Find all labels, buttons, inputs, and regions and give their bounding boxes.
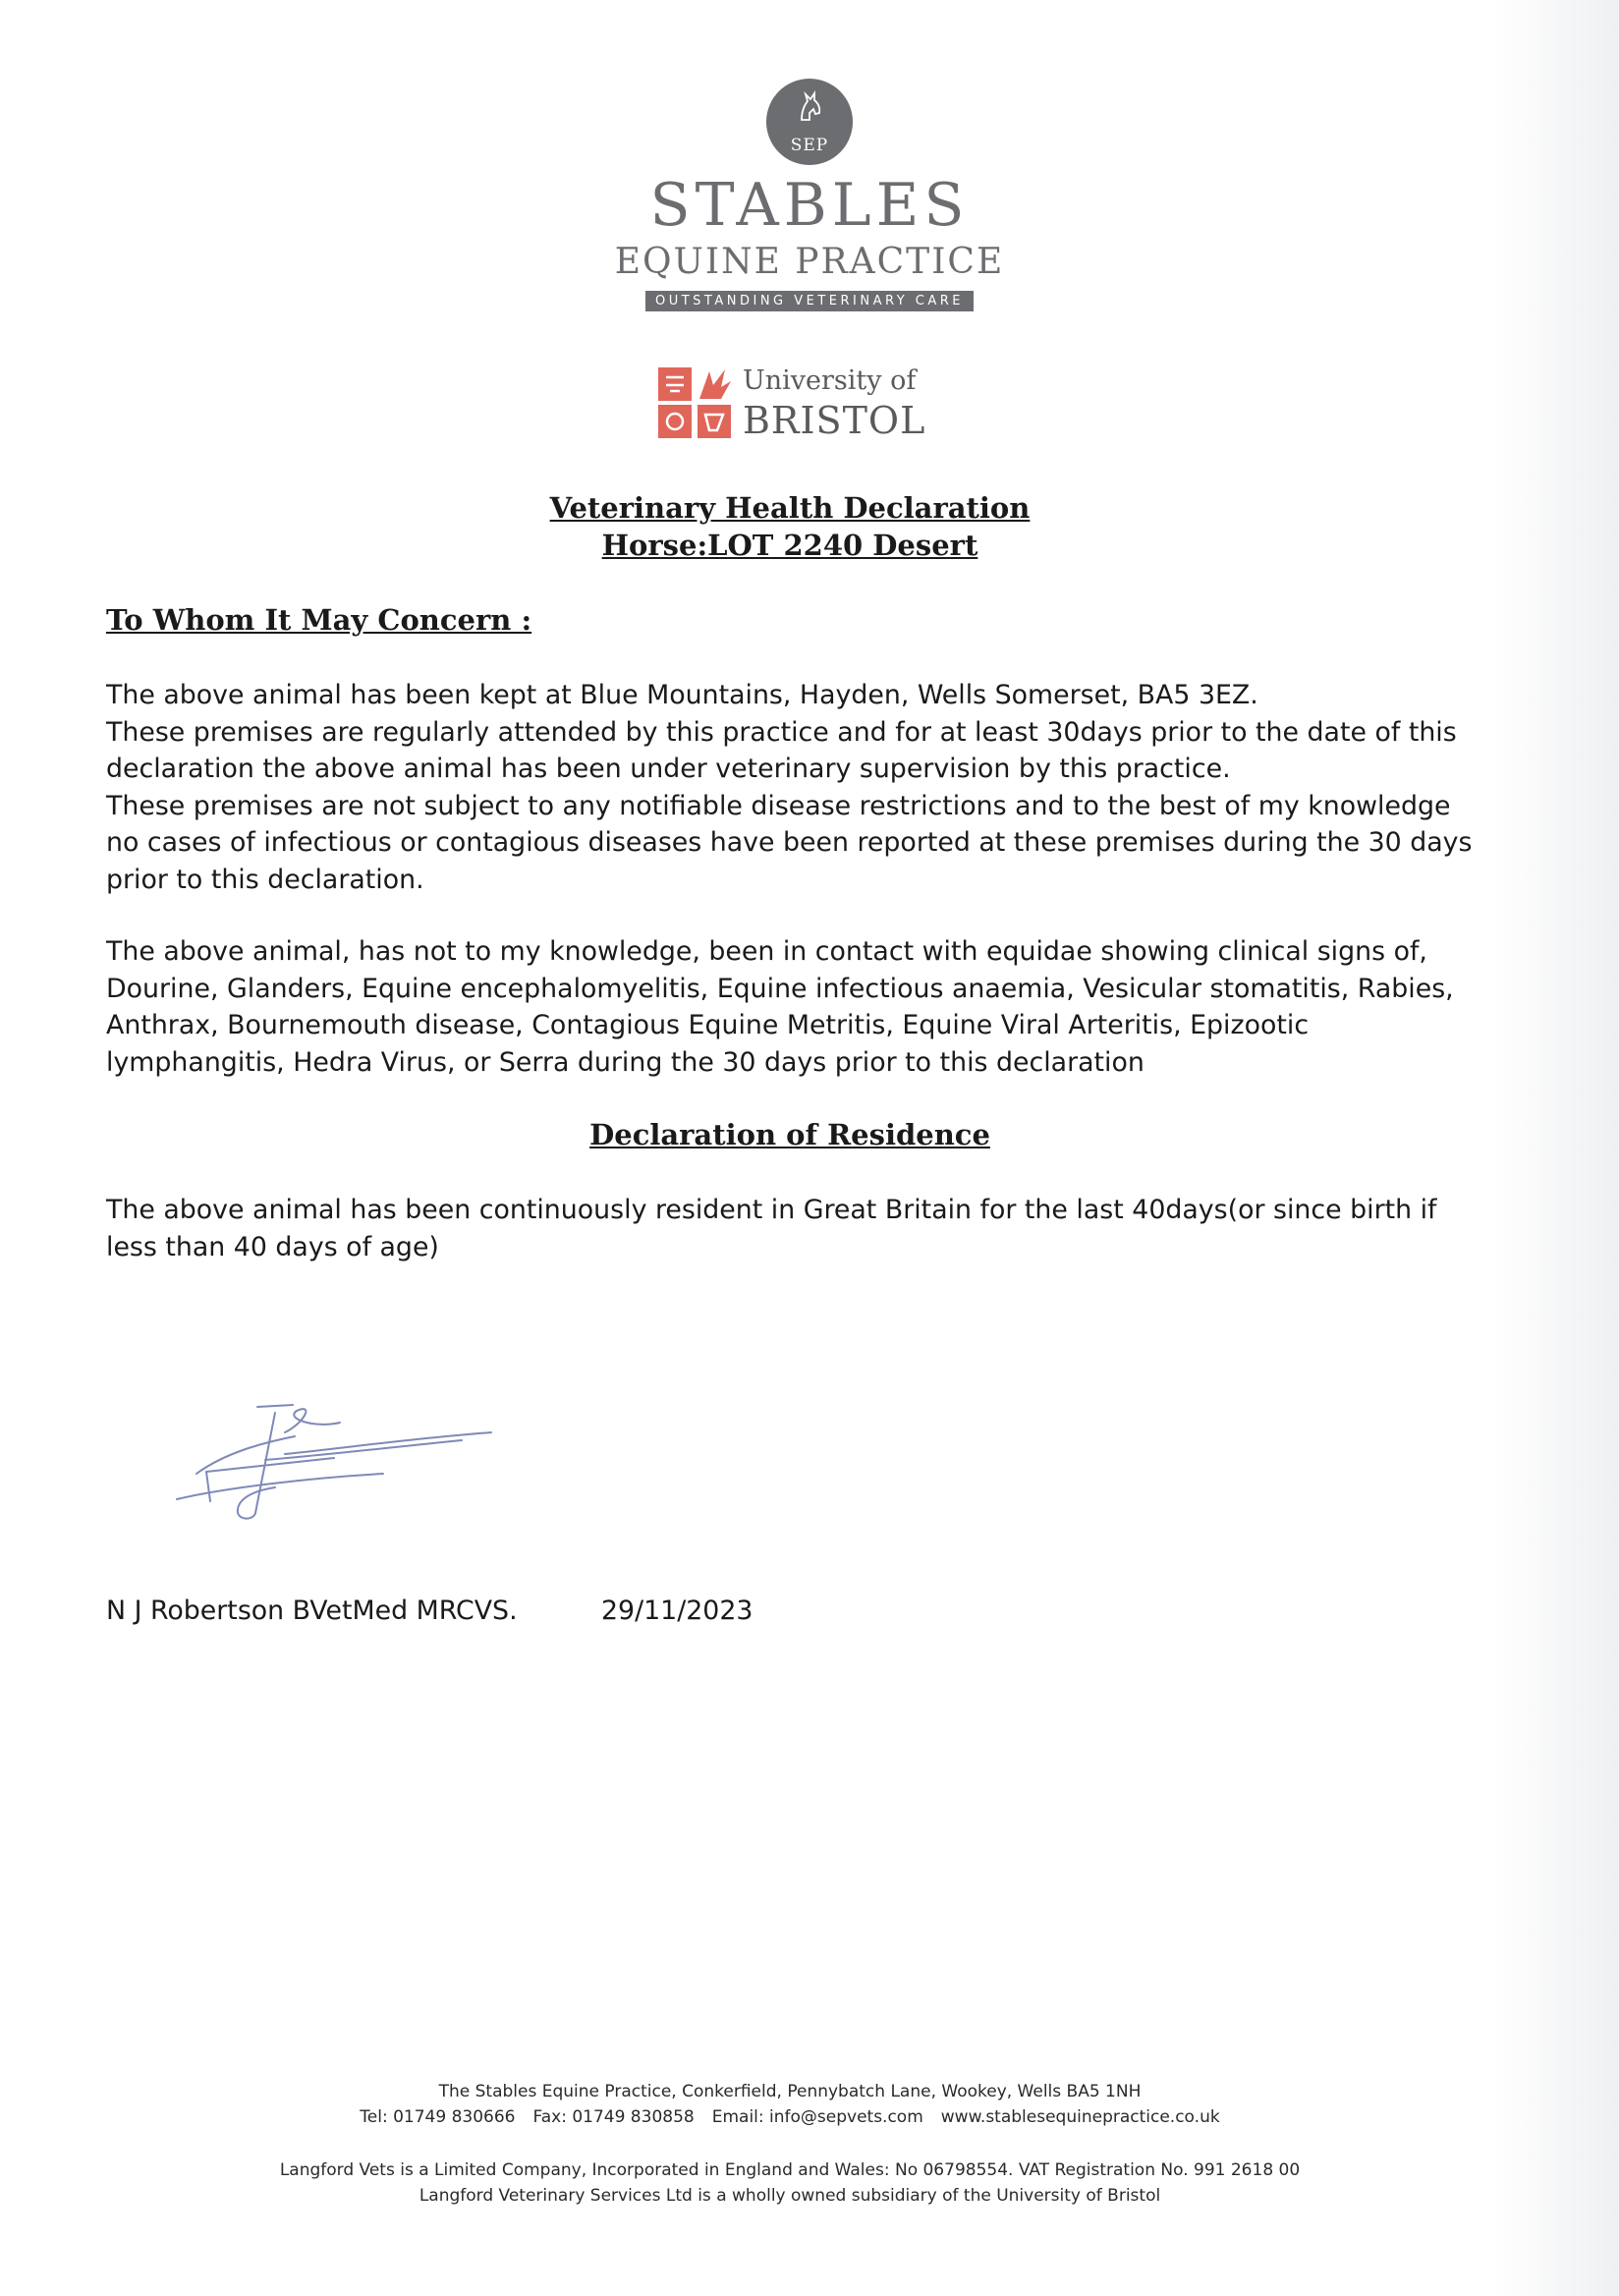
signature-date: 29/11/2023	[601, 1596, 754, 1626]
residence-heading: Declaration of Residence	[589, 1118, 990, 1151]
body-line: The above animal has been continuously resident in Great Britain for the last 40days(or since birth if	[106, 1195, 1437, 1225]
practice-name-line2: EQUINE PRACTICE	[614, 242, 1005, 282]
body-line: declaration the above animal has been under veterinary supervision by this practice.	[106, 754, 1231, 784]
premises-paragraph	[106, 677, 1491, 898]
footer-legal	[0, 2157, 1580, 2209]
handwritten-signature	[167, 1393, 501, 1521]
bristol-crest-icon	[656, 365, 733, 440]
document-title: Veterinary Health Declaration	[549, 491, 1031, 525]
horse-identification: Horse:LOT 2240 Desert	[601, 529, 978, 562]
body-line: lymphangitis, Hedra Virus, or Serra during the 30 days prior to this declaration	[106, 1046, 1144, 1078]
body-line: The above animal has been kept at Blue Mountains, Hayden, Wells Somerset, BA5 3EZ.	[106, 680, 1258, 710]
footer-address: The Stables Equine Practice, Conkerfield, Pennybatch Lane, Wookey, Wells BA5 1NH	[438, 2082, 1142, 2101]
body-line: These premises are regularly attended by this practice and for at least 30days prior to the date of this	[106, 716, 1457, 748]
footer-email: Email: info@sepvets.com	[711, 2107, 923, 2127]
footer-contact	[0, 2079, 1580, 2130]
university-of-text: University of	[743, 365, 917, 396]
practice-name-line1: STABLES	[649, 171, 970, 240]
body-line: These premises are not subject to any notifiable disease restrictions and to the best of my knowledge	[106, 790, 1451, 821]
salutation: To Whom It May Concern :	[106, 603, 532, 637]
practice-logo	[550, 79, 1069, 311]
body-line: no cases of infectious or contagious diseases have been reported at these premises during the 30 days	[106, 827, 1473, 858]
footer-fax: Fax: 01749 830858	[532, 2107, 695, 2127]
horse-head-icon	[788, 86, 831, 130]
body-line: prior to this declaration.	[106, 864, 424, 895]
body-line: The above animal, has not to my knowledge, been in contact with equidae showing clinical signs of,	[106, 936, 1427, 967]
body-line: Anthrax, Bournemouth disease, Contagious Equine Metritis, Equine Viral Arteritis, Epizootic	[106, 1010, 1310, 1040]
footer-website: www.stablesequinepractice.co.uk	[940, 2107, 1220, 2127]
university-name-text: BRISTOL	[743, 399, 926, 442]
footer-contact-line	[0, 2104, 1580, 2130]
sep-initials: SEP	[790, 136, 829, 155]
body-line: Dourine, Glanders, Equine encephalomyelitis, Equine infectious anaemia, Vesicular stomatitis, Rabies,	[106, 973, 1454, 1004]
residence-paragraph	[106, 1192, 1491, 1265]
signatory-name: N J Robertson BVetMed MRCVS.	[106, 1596, 518, 1626]
sep-badge	[766, 79, 853, 165]
footer-legal-line1: Langford Vets is a Limited Company, Incorporated in England and Wales: No 06798554. VAT Registration No. 991 2618 00	[279, 2160, 1301, 2180]
practice-tagline: OUTSTANDING VETERINARY CARE	[645, 291, 974, 311]
university-logo	[656, 364, 951, 442]
footer-tel: Tel: 01749 830666	[360, 2107, 516, 2127]
body-line: less than 40 days of age)	[106, 1231, 439, 1262]
footer-legal-line2: Langford Veterinary Services Ltd is a wholly owned subsidiary of the University of Bristol	[419, 2186, 1161, 2206]
disease-contact-paragraph	[106, 933, 1491, 1081]
